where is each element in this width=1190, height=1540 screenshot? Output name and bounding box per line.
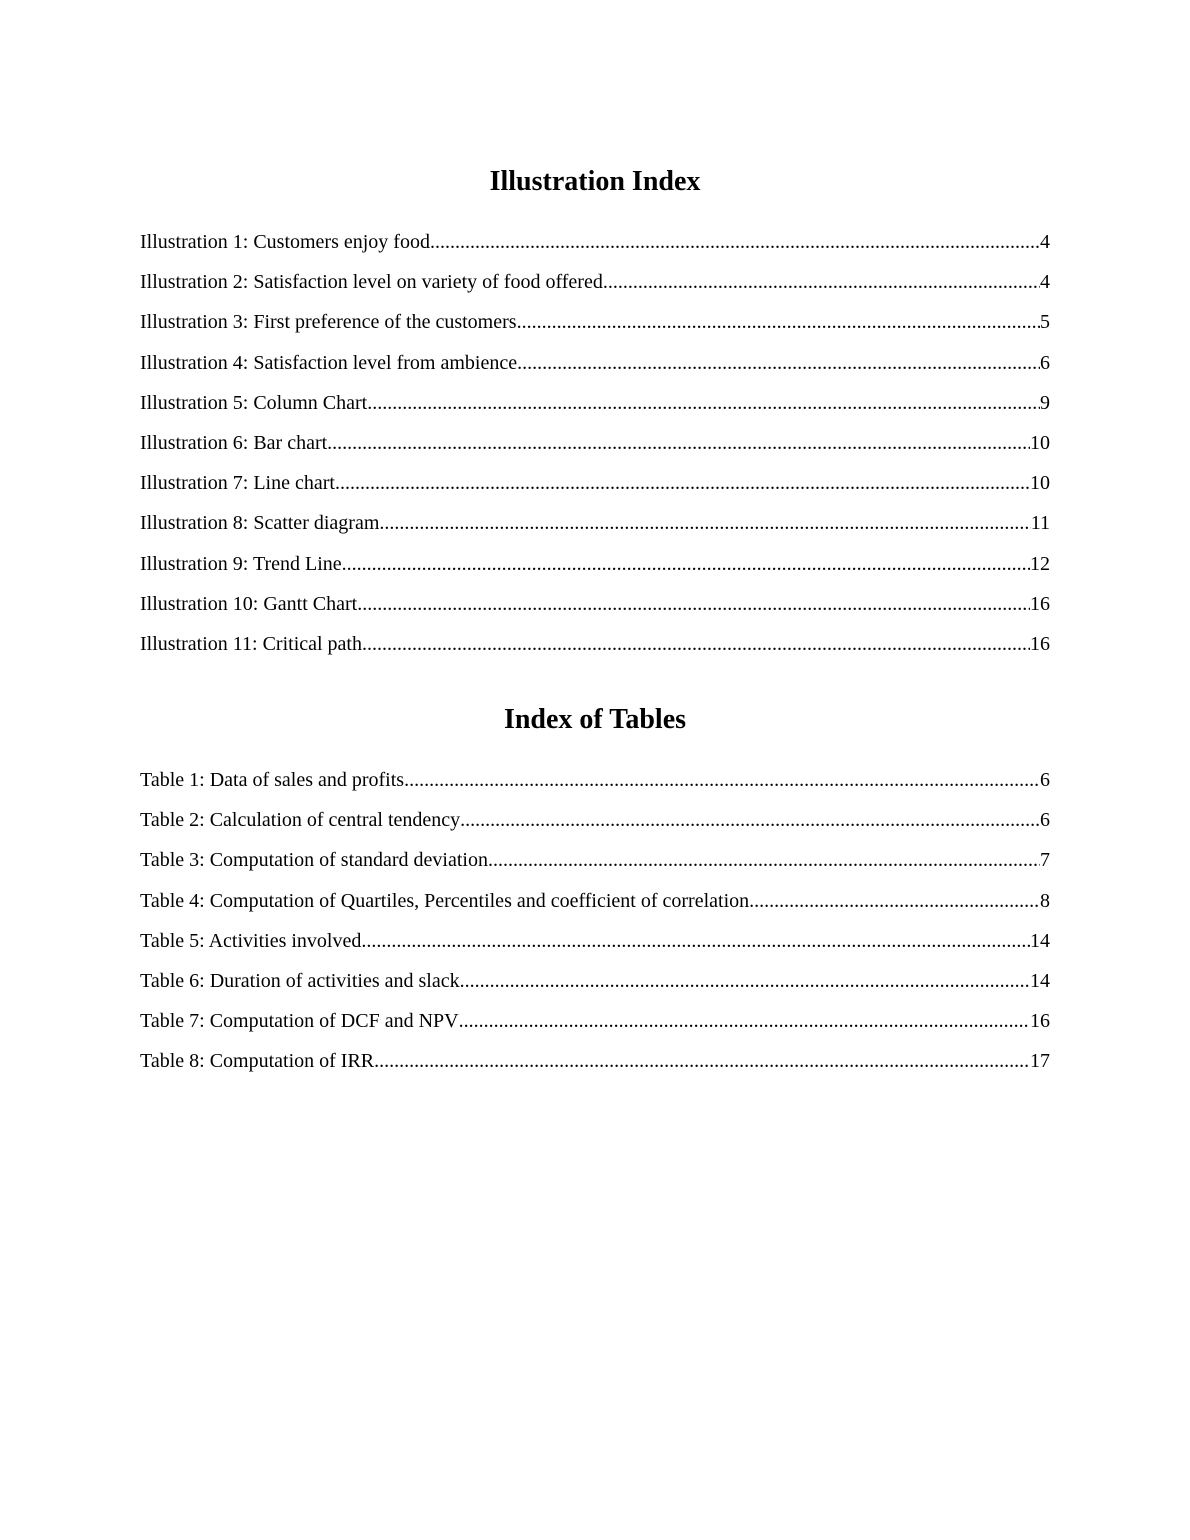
- table-index-entry[interactable]: [140, 969, 1050, 1009]
- dot-leader: [357, 592, 1030, 616]
- table-index-list: [140, 768, 1050, 1090]
- table-index-entry-page-number[interactable]: 17: [1030, 1050, 1050, 1073]
- illustration-index-entry-title[interactable]: Illustration 9: Trend Line: [140, 552, 342, 575]
- dot-leader: [379, 511, 1030, 535]
- illustration-index-entry-title[interactable]: Illustration 8: Scatter diagram: [140, 512, 380, 535]
- dot-leader: [603, 270, 1040, 294]
- illustration-index-entry[interactable]: [140, 592, 1050, 632]
- table-index-entry-page-number[interactable]: 6: [1040, 809, 1050, 832]
- dot-leader: [460, 969, 1030, 993]
- table-index-entry-page-number[interactable]: 8: [1040, 889, 1050, 912]
- dot-leader: [488, 848, 1040, 872]
- illustration-index-entry[interactable]: [140, 351, 1050, 391]
- illustration-index-entry-title[interactable]: Illustration 1: Customers enjoy food: [140, 231, 430, 253]
- dot-leader: [404, 768, 1040, 792]
- table-index-entry-title[interactable]: Table 2: Calculation of central tendency: [140, 809, 461, 832]
- dot-leader: [327, 431, 1030, 455]
- table-index-entry-page-number[interactable]: 6: [1040, 769, 1050, 792]
- illustration-index-entry-page-number[interactable]: 16: [1030, 632, 1050, 655]
- illustration-index-entry[interactable]: [140, 310, 1050, 350]
- illustration-index-entry-title[interactable]: Illustration 2: Satisfaction level on variety of food offered: [140, 271, 603, 294]
- document-page: [140, 160, 1050, 1090]
- illustration-index-entry-title[interactable]: Illustration 4: Satisfaction level from ambience: [140, 351, 518, 374]
- illustration-index-entry[interactable]: [140, 270, 1050, 310]
- illustration-index-entry-title[interactable]: Illustration 7: Line chart: [140, 472, 335, 495]
- table-index-entry-page-number[interactable]: 14: [1030, 970, 1050, 992]
- illustration-index-entry-page-number[interactable]: 5: [1040, 311, 1050, 334]
- dot-leader: [362, 632, 1030, 656]
- table-index-entry-title[interactable]: Table 5: Activities involved: [140, 929, 362, 952]
- dot-leader: [517, 310, 1040, 334]
- illustration-index-entry-title[interactable]: Illustration 5: Column Chart: [140, 391, 368, 414]
- table-index-entry[interactable]: [140, 808, 1050, 848]
- table-index-entry[interactable]: [140, 889, 1050, 929]
- table-index-entry-page-number[interactable]: 14: [1030, 929, 1050, 952]
- table-index-entry-page-number[interactable]: 16: [1030, 1010, 1050, 1033]
- dot-leader: [335, 471, 1030, 495]
- dot-leader: [460, 808, 1040, 832]
- dot-leader: [342, 552, 1030, 576]
- table-index-entry[interactable]: [140, 768, 1050, 808]
- illustration-index-entry-page-number[interactable]: 4: [1040, 271, 1050, 294]
- illustration-index-entry-page-number[interactable]: 11: [1030, 512, 1050, 535]
- illustration-index-entry-page-number[interactable]: 9: [1040, 391, 1050, 414]
- table-index-entry[interactable]: [140, 1009, 1050, 1049]
- dot-leader: [361, 929, 1030, 953]
- dot-leader: [459, 1009, 1030, 1033]
- table-index-entry-title[interactable]: Table 7: Computation of DCF and NPV: [140, 1010, 459, 1033]
- illustration-index-entry-title[interactable]: Illustration 11: Critical path: [140, 632, 362, 655]
- dot-leader: [517, 351, 1040, 375]
- illustration-index-entry-title[interactable]: Illustration 6: Bar chart: [140, 431, 328, 454]
- illustration-index-list: [140, 230, 1050, 672]
- illustration-index-entry[interactable]: [140, 552, 1050, 592]
- illustration-index-entry-title[interactable]: Illustration 3: First preference of the customers: [140, 311, 517, 334]
- table-index-entry[interactable]: [140, 1049, 1050, 1089]
- illustration-index-entry[interactable]: [140, 511, 1050, 551]
- illustration-index-entry-page-number[interactable]: 16: [1030, 592, 1050, 615]
- illustration-index-entry-title[interactable]: Illustration 10: Gantt Chart: [140, 592, 358, 615]
- table-index-entry-title[interactable]: Table 3: Computation of standard deviation: [140, 849, 488, 872]
- illustration-index-entry[interactable]: [140, 431, 1050, 471]
- table-index-heading: Index of Tables: [503, 704, 687, 736]
- illustration-index-heading: Illustration Index: [489, 166, 701, 197]
- illustration-index-entry[interactable]: [140, 632, 1050, 672]
- illustration-index-entry-page-number[interactable]: 6: [1040, 351, 1050, 374]
- dot-leader: [374, 1049, 1030, 1073]
- table-index-entry-title[interactable]: Table 1: Data of sales and profits: [140, 769, 405, 792]
- illustration-index-entry[interactable]: [140, 391, 1050, 431]
- table-index-entry[interactable]: [140, 929, 1050, 969]
- dot-leader: [430, 230, 1040, 254]
- dot-leader: [749, 889, 1040, 913]
- dot-leader: [367, 391, 1040, 415]
- table-index-entry-title[interactable]: Table 8: Computation of IRR: [140, 1050, 375, 1073]
- illustration-index-entry-page-number[interactable]: 10: [1030, 431, 1050, 454]
- table-index-entry-page-number[interactable]: 7: [1040, 849, 1050, 872]
- illustration-index-entry-page-number[interactable]: 12: [1030, 552, 1050, 575]
- table-index-entry-title[interactable]: Table 4: Computation of Quartiles, Percentiles and coefficient of correlation: [140, 889, 750, 912]
- illustration-index-entry-page-number[interactable]: 4: [1040, 231, 1050, 253]
- illustration-index-entry[interactable]: [140, 230, 1050, 270]
- illustration-index-entry-page-number[interactable]: 10: [1030, 472, 1050, 495]
- illustration-index-entry[interactable]: [140, 471, 1050, 511]
- table-index-entry[interactable]: [140, 848, 1050, 888]
- table-index-entry-title[interactable]: Table 6: Duration of activities and slack: [140, 970, 460, 992]
